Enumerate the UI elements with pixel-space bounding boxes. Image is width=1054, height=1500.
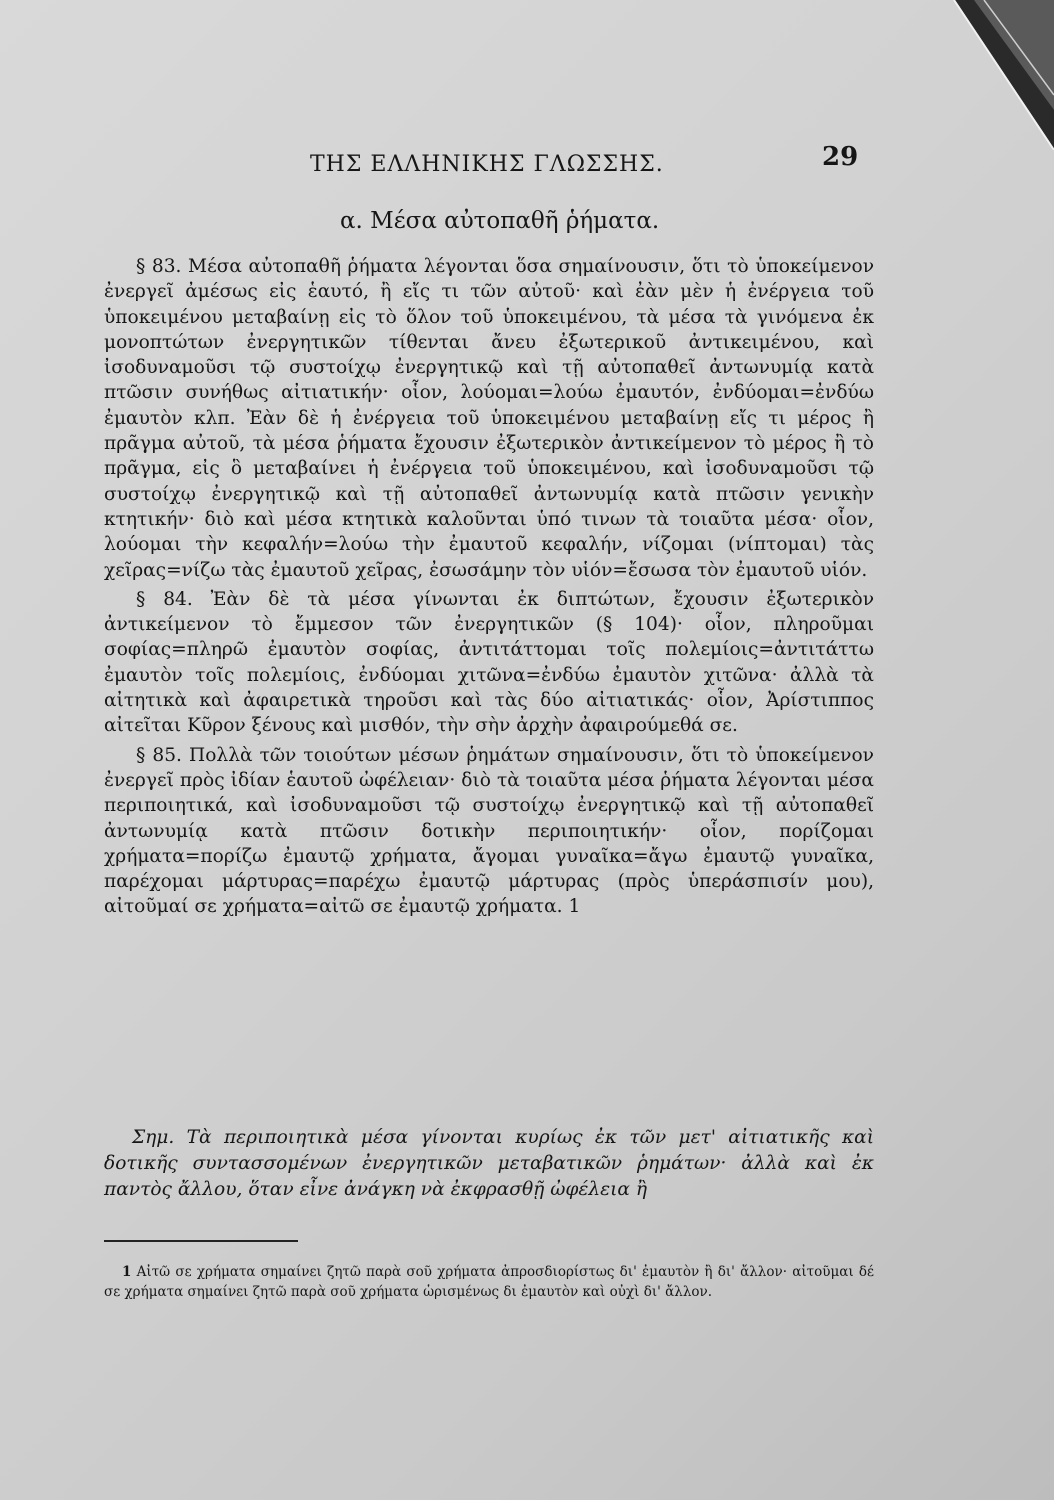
paragraph-83: § 83. Μέσα αὐτοπαθῆ ῥήματα λέγονται ὅσα σημαίνουσιν, ὅτι τὸ ὑποκείμενον ἐνεργεῖ ἀμέσως εἰς ἑαυτό, ἢ εἴς τι τῶν αὐτοῦ· καὶ ἐὰν μὲν ἡ ἐνέργεια τοῦ ὑποκειμένου μεταβαίνῃ εἰς τὸ ὅλον τοῦ ὑποκειμένου, τὰ μέσα τὰ γινόμενα ἐκ μονοπτώτων ἐνεργητικῶν τίθενται ἄνευ ἐξωτερικοῦ ἀντικειμένου, καὶ ἰσοδυναμοῦσι τῷ συστοίχῳ ἐνεργητικῷ καὶ τῇ αὐτοπαθεῖ ἀντωνυμίᾳ κατὰ πτῶσιν συνήθως αἰτιατικήν· οἷον, λούομαι=λούω ἐμαυτόν, ἐνδύομαι=ἐνδύω ἐμαυτὸν κλπ. Ἐὰν δὲ ἡ ἐνέργεια τοῦ ὑποκειμένου μεταβαίνῃ εἴς τι μέρος ἢ πρᾶγμα αὐτοῦ, τὰ μέσα ῥήματα ἔχουσιν ἐξωτερικὸν ἀντικείμενον τὸ μέρος ἢ τὸ πρᾶγμα, εἰς ὃ μεταβαίνει ἡ ἐνέργεια τοῦ ὑποκειμένου, καὶ ἰσοδυναμοῦσι τῷ συστοίχῳ ἐνεργητικῷ καὶ τῇ αὐτοπαθεῖ ἀντωνυμίᾳ κατὰ πτῶσιν γενικὴν κτητικήν· διὸ καὶ μέσα κτητικὰ καλοῦνται ὑπό τινων τὰ τοιαῦτα μέσα· οἷον, λούομαι τὴν κεφαλήν=λούω τὴν ἐμαυτοῦ κεφαλήν, νίζομαι (νίπτομαι) τὰς χεῖρας=νίζω τὰς ἐμαυτοῦ χεῖρας, ἐσωσάμην τὸν υἱόν=ἔσωσα τὸν ἐμαυτοῦ υἱόν. [104,256,874,581]
footnote [104,1262,874,1302]
section-title: α. Μέσα αὐτοπαθῆ ῥήματα. [340,208,660,234]
folded-corner [914,0,1054,150]
page-number: 29 [822,142,859,172]
running-head: ΤΗΣ ΕΛΛΗΝΙΚΗΣ ΓΛΩΣΣΗΣ. [310,152,664,177]
footnote-text: Αἰτῶ σε χρήματα σημαίνει ζητῶ παρὰ σοῦ χρήματα ἀπροσδιορίστως δι' ἐμαυτὸν ἢ δι' ἄλλον· αἰτοῦμαι δέ σε χρήματα σημαίνει ζητῶ παρὰ σοῦ χρήματα ὡρισμένως δι ἐμαυτὸν καὶ οὐχὶ δι' ἄλλον. [104,1264,874,1300]
main-text [104,254,874,920]
footnote-marker: 1 [122,1264,132,1280]
note-paragraph: Σημ. Τὰ περιποιητικὰ μέσα γίνονται κυρίως ἐκ τῶν μετ' αἰτιατικῆς καὶ δοτικῆς συντασσομένων ἐνεργητικῶν μεταβατικῶν ῥημάτων· ἀλλὰ καὶ ἐκ παντὸς ἄλλου, ὅταν εἶνε ἀνάγκη νὰ ἐκφρασθῇ ὠφέλεια ἢ [104,1127,874,1200]
footnote-divider [104,1240,298,1242]
paragraph-84: § 84. Ἐὰν δὲ τὰ μέσα γίνωνται ἐκ διπτώτων, ἔχουσιν ἐξωτερικὸν ἀντικείμενον τὸ ἔμμεσον τῶν ἐνεργητικῶν (§ 104)· οἷον, πληροῦμαι σοφίας=πληρῶ ἐμαυτὸν σοφίας, ἀντιτάττομαι τοῖς πολεμίοις=ἀντιτάττω ἐμαυτὸν τοῖς πολεμίοις, ἐνδύομαι χιτῶνα=ἐνδύω ἐμαυτὸν χιτῶνα· ἀλλὰ τὰ αἰτητικὰ καὶ ἀφαιρετικὰ τηροῦσι καὶ τὰς δύο αἰτιατικάς· οἷον, Ἀρίστιππος αἰτεῖται Κῦρον ξένους καὶ μισθόν, τὴν σὴν ἀρχὴν ἀφαιρούμεθά σε. [104,588,874,737]
paragraph-85: § 85. Πολλὰ τῶν τοιούτων μέσων ῥημάτων σημαίνουσιν, ὅτι τὸ ὑποκείμενον ἐνεργεῖ πρὸς ἰδίαν ἑαυτοῦ ὠφέλειαν· διὸ τὰ τοιαῦτα μέσα ῥήματα λέγονται μέσα περιποιητικά, καὶ ἰσοδυναμοῦσι τῷ συστοίχῳ ἐνεργητικῷ καὶ τῇ αὐτοπαθεῖ ἀντωνυμίᾳ κατὰ πτῶσιν δοτικὴν περιποιητικήν· οἷον, πορίζομαι χρήματα=πορίζω ἐμαυτῷ χρήματα, ἄγομαι γυναῖκα=ἄγω ἐμαυτῷ γυναῖκα, παρέχομαι μάρτυρας=παρέχω ἐμαυτῷ μάρτυρας (πρὸς ὑπεράσπισίν μου), αἰτοῦμαί σε χρήματα=αἰτῶ σε ἐμαυτῷ χρήματα. 1 [104,744,874,918]
